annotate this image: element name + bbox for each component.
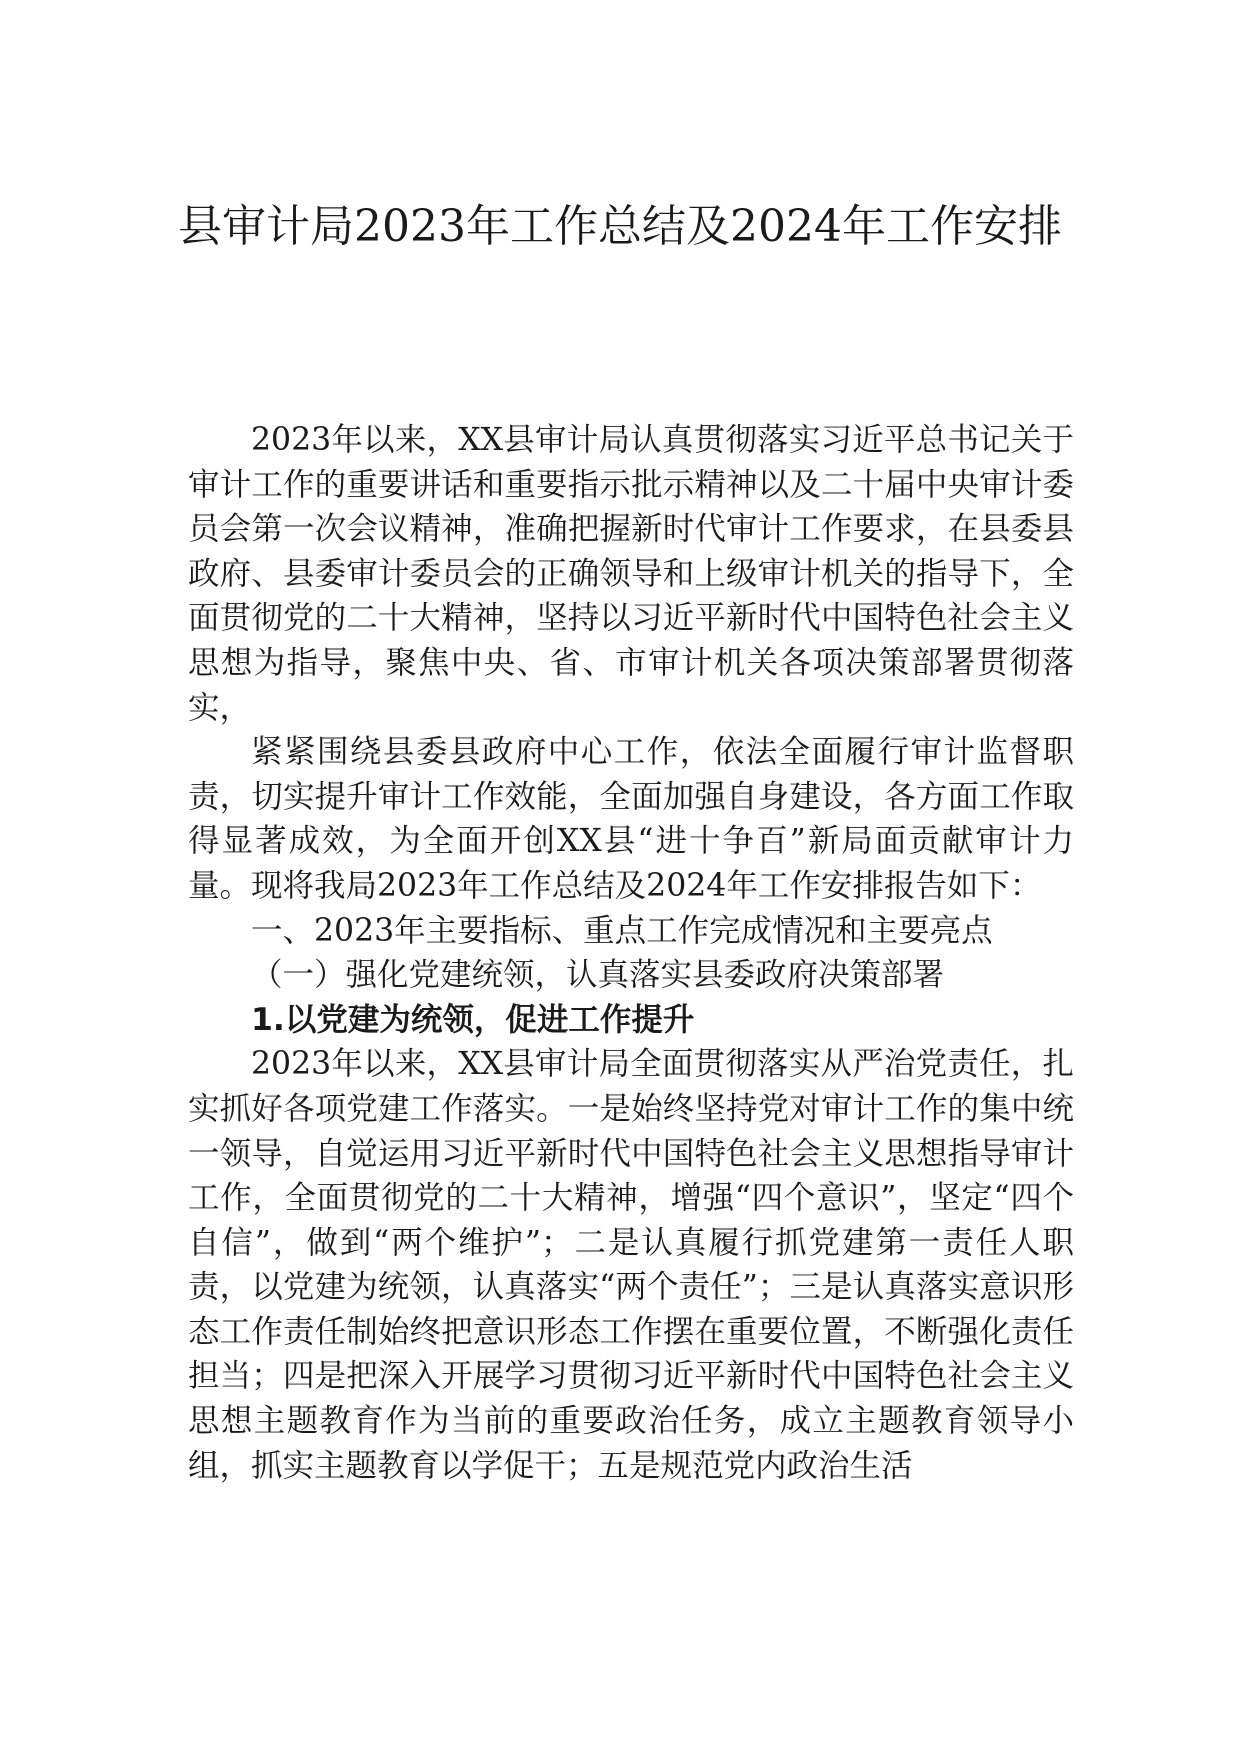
intro-paragraph-continued: 紧紧围绕县委县政府中心工作，依法全面履行审计监督职责，切实提升审计工作效能，全面加强自身建设，各方面工作取得显著成效，为全面开创XX县“进十争百”新局面贡献审计力量。现将我局2023年工作总结及2024年工作安排报告如下：: [188, 734, 1074, 904]
document-body: [188, 418, 1074, 1488]
document-title: 县审计局2023年工作总结及2024年工作安排: [178, 201, 1062, 252]
intro-paragraph: 2023年以来，XX县审计局认真贯彻落实习近平总书记关于审计工作的重要讲话和重要指示批示精神以及二十届中央审计委员会第一次会议精神，准确把握新时代审计工作要求，在县委县政府、县委审计委员会的正确领导和上级审计机关的指导下，全面贯彻党的二十大精神，坚持以习近平新时代中国特色社会主义思想为指导，聚焦中央、省、市审计机关各项决策部署贯彻落实，: [188, 422, 1074, 726]
section-heading: 一、2023年主要指标、重点工作完成情况和主要亮点: [251, 912, 993, 949]
item-heading: 1.以党建为统领，促进工作提升: [251, 1001, 695, 1038]
subsection-heading: （一）强化党建统领，认真落实县委政府决策部署: [251, 957, 945, 994]
item-paragraph: 2023年以来，XX县审计局全面贯彻落实从严治党责任，扎实抓好各项党建工作落实。一是始终坚持党对审计工作的集中统一领导，自觉运用习近平新时代中国特色社会主义思想指导审计工作，全面贯彻党的二十大精神，增强“四个意识”，坚定“四个自信”，做到“两个维护”；二是认真履行抓党建第一责任人职责，以党建为统领，认真落实“两个责任”；三是认真落实意识形态工作责任制始终把意识形态工作摆在重要位置，不断强化责任担当；四是把深入开展学习贯彻习近平新时代中国特色社会主义思想主题教育作为当前的重要政治任务，成立主题教育领导小组，抓实主题教育以学促干；五是规范党内政治生活: [188, 1046, 1074, 1484]
